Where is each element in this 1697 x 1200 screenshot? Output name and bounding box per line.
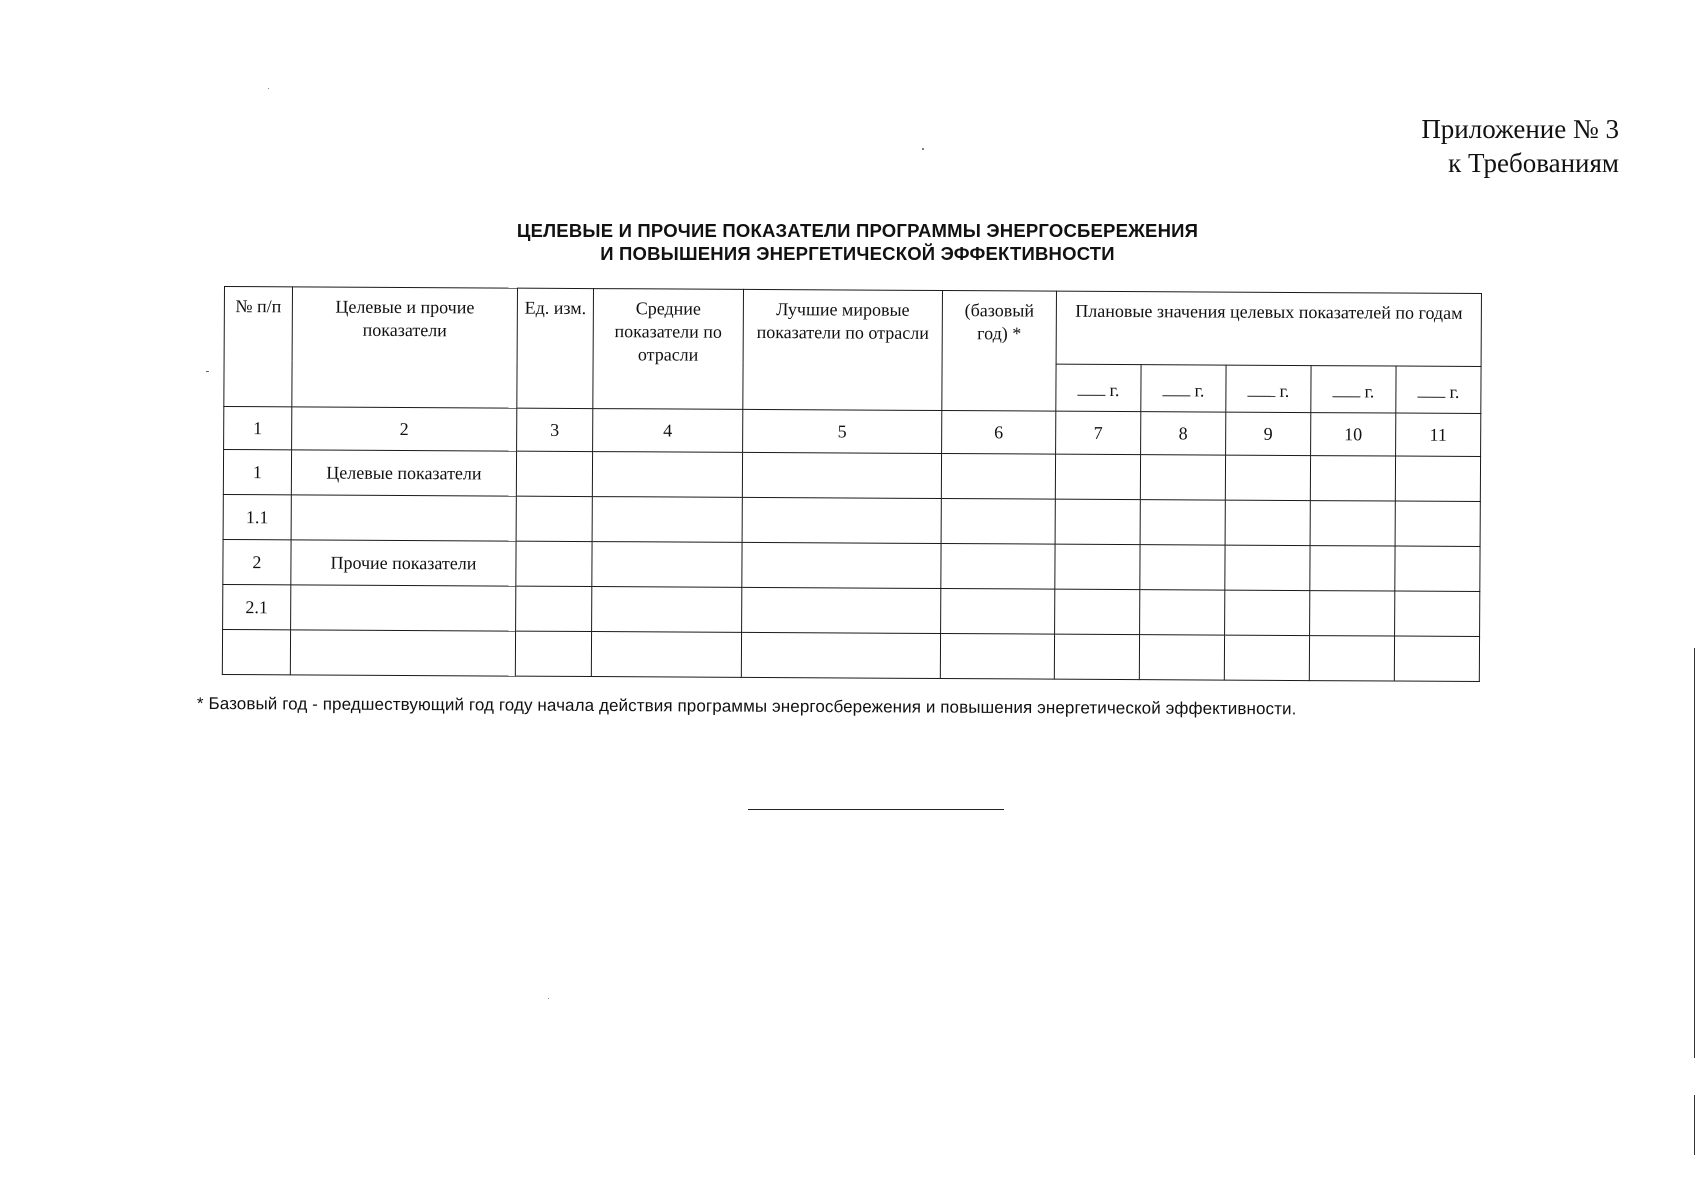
table-row <box>223 494 1480 546</box>
column-number: 1 <box>224 407 292 450</box>
document-title <box>0 219 1697 265</box>
scan-edge-mark <box>1694 1095 1696 1155</box>
row-name <box>291 585 516 631</box>
scan-speck <box>548 998 549 999</box>
scan-speck <box>922 148 924 150</box>
scan-edge-mark <box>1694 648 1696 1058</box>
appendix-reference: к Требованиям <box>1448 148 1619 178</box>
row-number: 1.1 <box>223 494 291 539</box>
scan-speck <box>268 88 269 89</box>
header-average: Средние показатели по отрасли <box>593 289 744 410</box>
column-number-row <box>224 407 1481 457</box>
row-name <box>290 630 515 676</box>
scan-speck <box>206 371 209 372</box>
table-row <box>223 539 1480 591</box>
table-row <box>223 584 1480 636</box>
title-line-2: И ПОВЫШЕНИЯ ЭНЕРГЕТИЧЕСКОЙ ЭФФЕКТИВНОСТИ <box>600 243 1115 264</box>
column-number: 3 <box>517 408 593 451</box>
column-number: 10 <box>1311 413 1396 456</box>
column-number: 5 <box>743 409 942 453</box>
year-cell: г. <box>1056 364 1141 411</box>
row-number <box>222 629 290 674</box>
year-blank <box>1417 382 1445 397</box>
footnote: * Базовый год - предшествующий год году начала действия программы энергосбережения и повышения энергетической эффективности. <box>196 694 1297 719</box>
row-number: 2 <box>223 539 291 584</box>
header-unit: Ед. изм. <box>517 288 594 408</box>
year-cell: г. <box>1396 366 1481 413</box>
column-number: 8 <box>1141 412 1226 455</box>
header-base-year: (базовый год) * <box>942 291 1057 412</box>
year-cell: г. <box>1311 366 1396 413</box>
column-number: 2 <box>292 407 517 451</box>
header-best-world: Лучшие мировые показатели по отрасли <box>743 289 943 410</box>
header-planned-values: Плановые значения целевых показателей по годам <box>1056 291 1481 366</box>
row-name: Целевые показатели <box>291 450 516 496</box>
table-row <box>222 629 1479 681</box>
row-number: 2.1 <box>223 584 291 629</box>
header-num: № п/п <box>224 287 293 407</box>
year-cell: г. <box>1226 365 1311 412</box>
appendix-label <box>1421 112 1619 180</box>
title-line-1: ЦЕЛЕВЫЕ И ПРОЧИЕ ПОКАЗАТЕЛИ ПРОГРАММЫ ЭНЕРГОСБЕРЕЖЕНИЯ <box>516 220 1199 241</box>
year-blank <box>1162 381 1190 396</box>
indicators-table <box>222 286 1482 682</box>
row-number: 1 <box>223 450 291 495</box>
column-number: 7 <box>1056 411 1141 454</box>
column-number: 4 <box>593 409 743 453</box>
header-indicators: Целевые и прочие показатели <box>292 287 518 408</box>
year-blank <box>1077 380 1105 395</box>
year-blank <box>1332 382 1360 397</box>
year-blank <box>1247 381 1275 396</box>
column-number: 6 <box>942 411 1056 455</box>
appendix-number: Приложение № 3 <box>1421 114 1619 144</box>
column-number: 11 <box>1396 413 1481 456</box>
table-header-row <box>224 287 1481 367</box>
separator-line <box>748 809 1004 810</box>
row-name <box>291 495 516 541</box>
table-row <box>223 450 1480 502</box>
column-number: 9 <box>1226 412 1311 455</box>
year-cell: г. <box>1141 365 1226 412</box>
row-name: Прочие показатели <box>291 540 516 586</box>
